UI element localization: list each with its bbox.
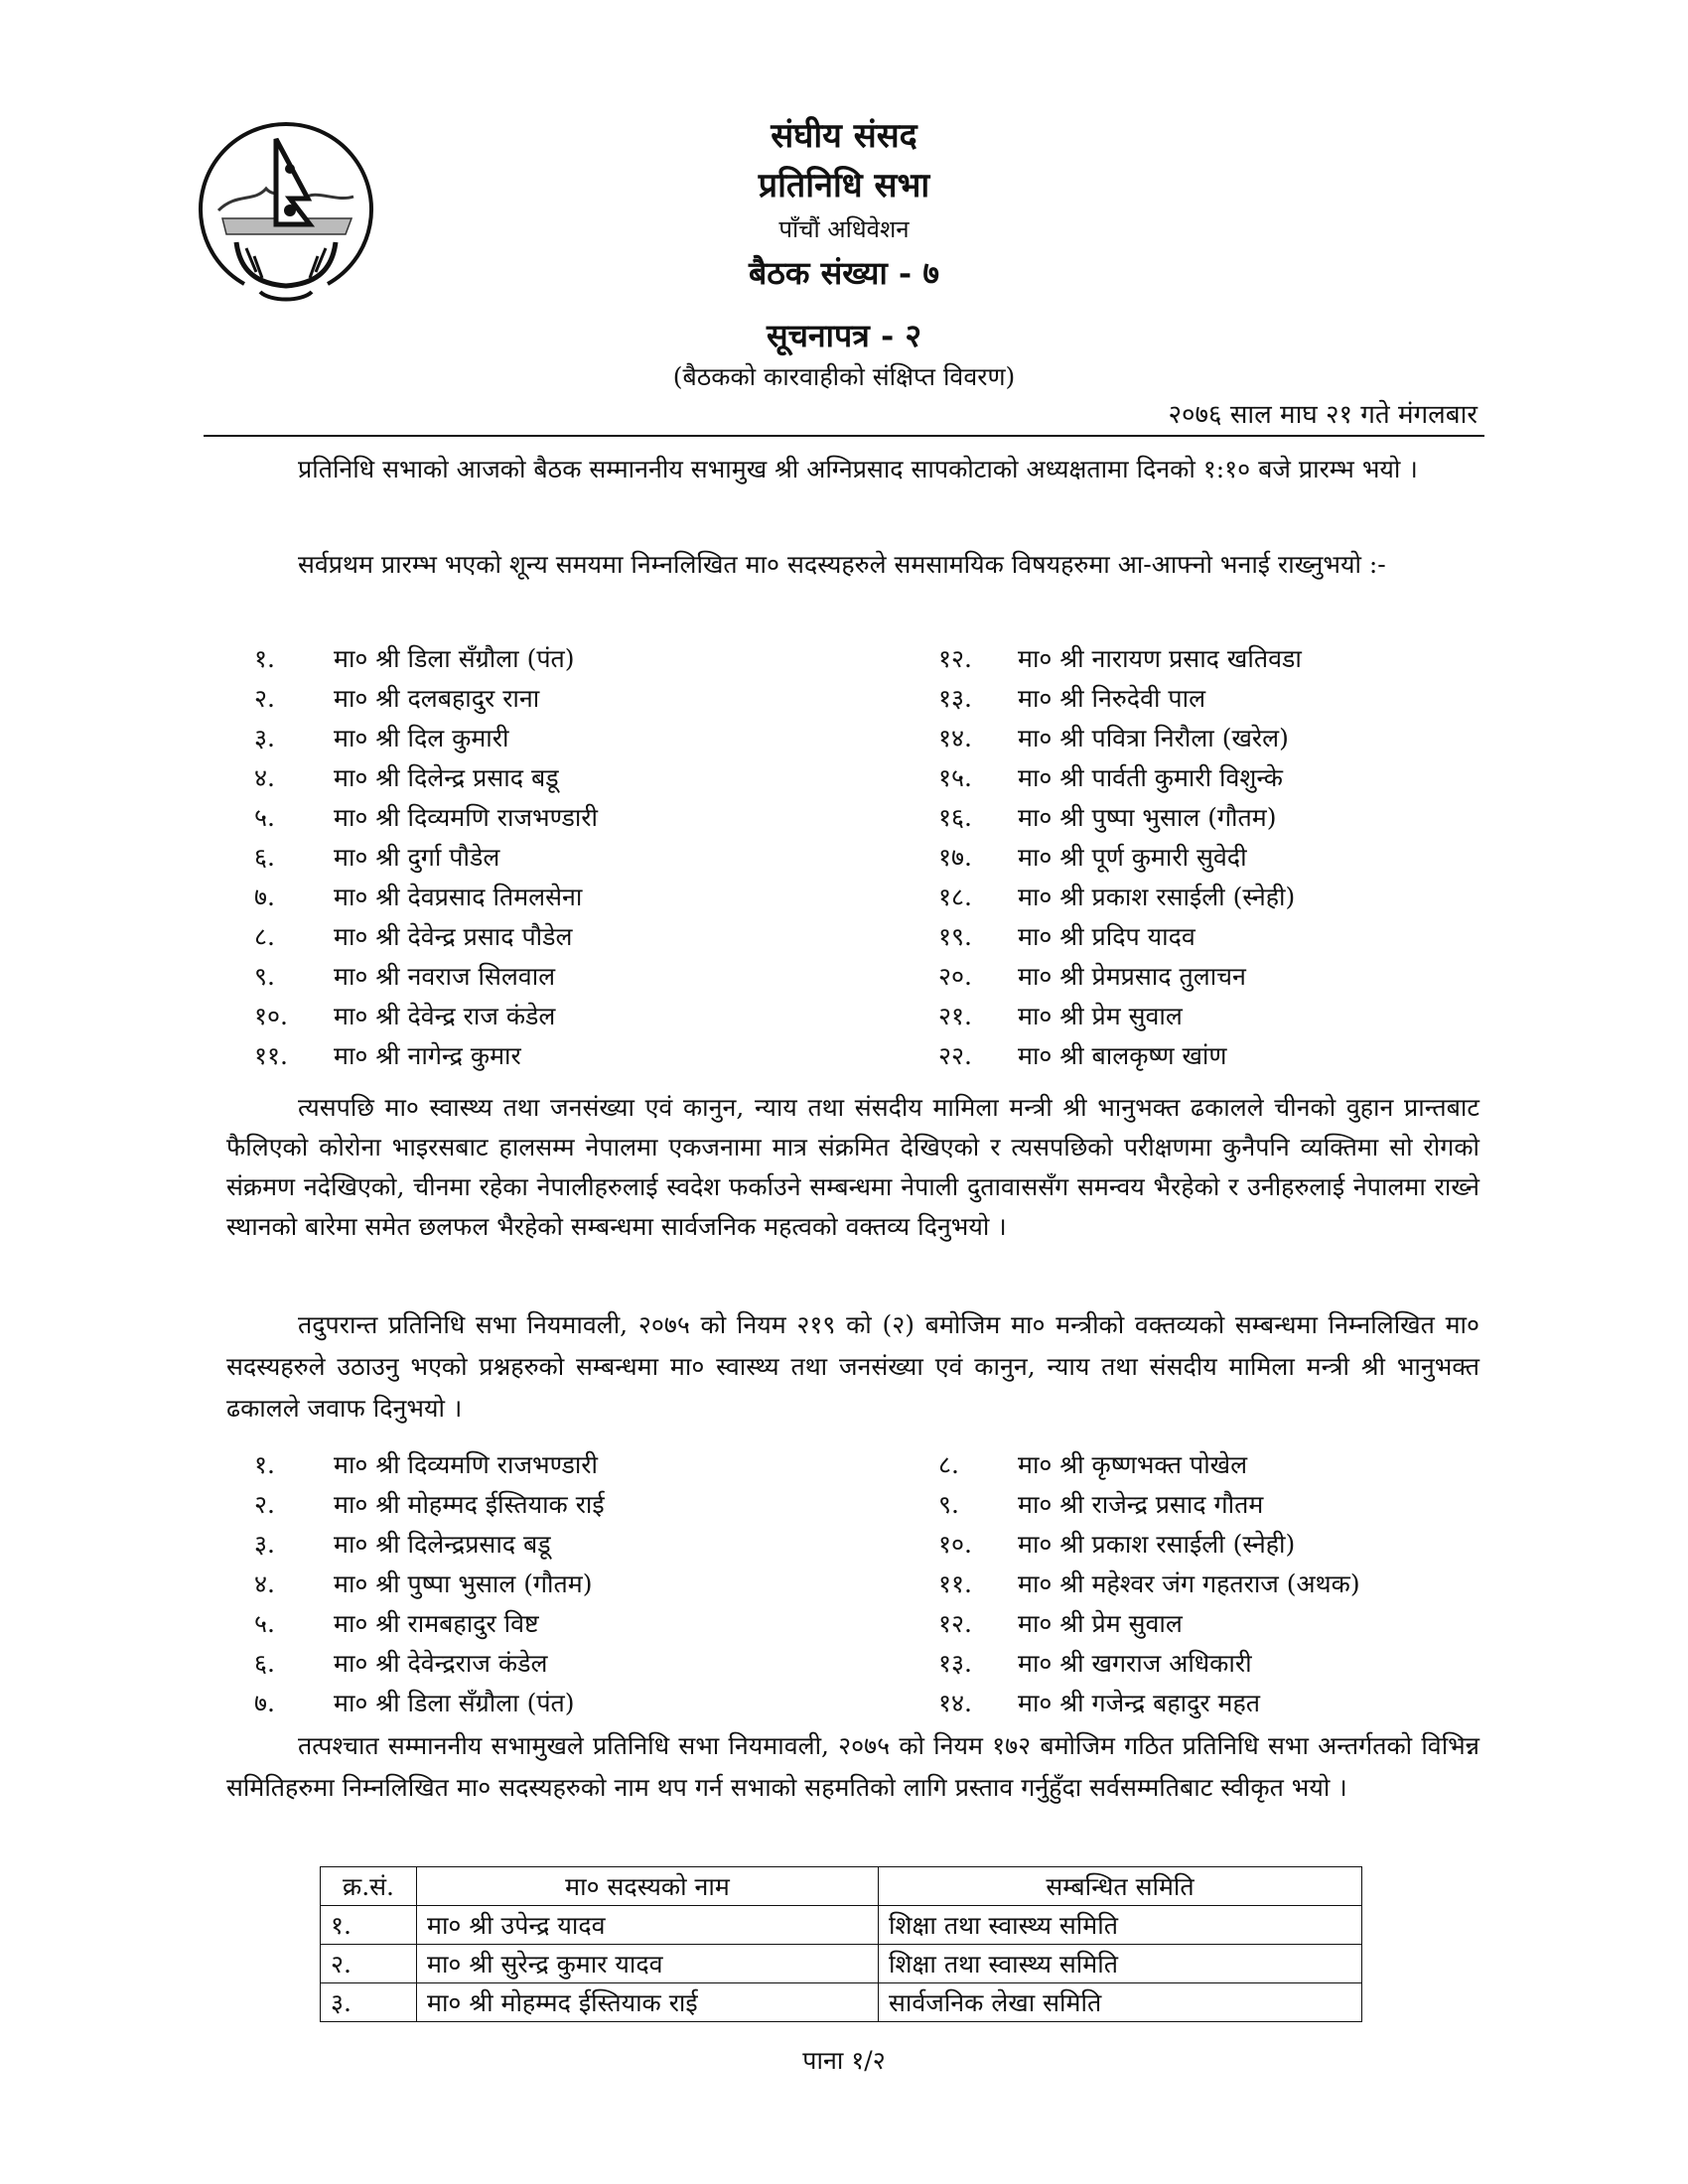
list-item xyxy=(938,679,1302,719)
questions-list-right xyxy=(938,1445,1360,1723)
list-item-name: मा० श्री कृष्णभक्त पोखेल xyxy=(1018,1450,1248,1479)
header-title-house: प्रतिनिधि सभा xyxy=(758,166,930,205)
list-item xyxy=(254,719,598,758)
list-item xyxy=(938,1445,1360,1485)
list-item-number: ५. xyxy=(254,803,275,832)
list-item xyxy=(254,838,598,878)
list-item xyxy=(254,679,598,719)
list-item xyxy=(254,758,598,798)
table-cell-committee: शिक्षा तथा स्वास्थ्य समिति xyxy=(879,1945,1362,1983)
list-item-number: १०. xyxy=(254,1002,288,1030)
table-cell-member-name: मा० श्री सुरेन्द्र कुमार यादव xyxy=(417,1945,879,1983)
list-item-number: ३. xyxy=(254,1530,275,1559)
zero-hour-list-left xyxy=(254,639,598,1076)
header-notice-number: सूचनापत्र - २ xyxy=(766,317,922,354)
list-item-number: १. xyxy=(254,1450,275,1479)
list-item-number: ६. xyxy=(254,1649,275,1678)
list-item xyxy=(938,1525,1360,1565)
list-item xyxy=(254,639,598,679)
list-item-name: मा० श्री महेश्वर जंग गहतराज (अथक) xyxy=(1018,1570,1360,1598)
list-item-number: ६. xyxy=(254,843,275,872)
list-item-name: मा० श्री देवप्रसाद तिमलसेना xyxy=(334,883,583,911)
table-header-member-name: मा० सदस्यको नाम xyxy=(417,1867,879,1906)
list-item-name: मा० श्री राजेन्द्र प्रसाद गौतम xyxy=(1018,1490,1264,1519)
list-item-number: २१. xyxy=(938,1002,972,1030)
list-item-name: मा० श्री दलबहादुर राना xyxy=(334,684,540,713)
list-item xyxy=(938,798,1302,838)
list-item xyxy=(254,1445,605,1485)
list-item-number: ११. xyxy=(938,1570,972,1598)
list-item xyxy=(254,917,598,957)
list-item-name: मा० श्री देवेन्द्रराज कंडेल xyxy=(334,1649,548,1678)
list-item-number: १४. xyxy=(938,724,972,752)
list-item-number: १९. xyxy=(938,922,972,951)
list-item xyxy=(938,957,1302,997)
list-item-number: १७. xyxy=(938,843,972,872)
list-item xyxy=(254,1485,605,1525)
list-item-name: मा० श्री प्रकाश रसाईली (स्नेही) xyxy=(1018,883,1296,911)
list-item-name: मा० श्री प्रेम सुवाल xyxy=(1018,1609,1183,1638)
list-item-name: मा० श्री बालकृष्ण खांण xyxy=(1018,1041,1227,1070)
list-item xyxy=(254,1565,605,1604)
list-item-number: २०. xyxy=(938,962,972,991)
table-header-committee: सम्बन्धित समिति xyxy=(879,1867,1362,1906)
list-item xyxy=(254,1604,605,1644)
list-item xyxy=(254,798,598,838)
table-cell-committee: सार्वजनिक लेखा समिति xyxy=(879,1983,1362,2022)
table-row xyxy=(321,1945,1362,1983)
list-item xyxy=(254,1036,598,1076)
list-item xyxy=(938,997,1302,1036)
list-item-name: मा० श्री निरुदेवी पाल xyxy=(1018,684,1206,713)
list-item-name: मा० श्री प्रदिप यादव xyxy=(1018,922,1196,951)
list-item-number: ९. xyxy=(938,1490,959,1519)
list-item xyxy=(938,639,1302,679)
list-item-number: २२. xyxy=(938,1041,972,1070)
list-item-name: मा० श्री खगराज अधिकारी xyxy=(1018,1649,1252,1678)
list-item-name: मा० श्री दिव्यमणि राजभण्डारी xyxy=(334,1450,598,1479)
table-header-serial: क्र.सं. xyxy=(321,1867,417,1906)
list-item-name: मा० श्री पार्वती कुमारी विशुन्के xyxy=(1018,763,1283,792)
table-cell-committee: शिक्षा तथा स्वास्थ्य समिति xyxy=(879,1906,1362,1945)
list-item-name: मा० श्री पुष्पा भुसाल (गौतम) xyxy=(334,1570,593,1598)
list-item-number: १४. xyxy=(938,1689,972,1717)
header-subtitle: (बैठकको कारवाहीको संक्षिप्त विवरण) xyxy=(672,362,1016,391)
list-item-name: मा० श्री प्रेम सुवाल xyxy=(1018,1002,1183,1030)
list-item-number: २. xyxy=(254,684,275,713)
header-divider xyxy=(204,435,1484,437)
list-item-number: ७. xyxy=(254,883,275,911)
list-item-name: मा० श्री नवराज सिलवाल xyxy=(334,962,556,991)
list-item-name: मा० श्री रामबहादुर विष्ट xyxy=(334,1609,539,1638)
page-number: पाना १/२ xyxy=(802,2046,886,2075)
list-item-number: ११. xyxy=(254,1041,288,1070)
list-item xyxy=(254,1525,605,1565)
date-line: २०७६ साल माघ २१ गते मंगलबार xyxy=(1168,400,1477,430)
list-item-number: १३. xyxy=(938,684,972,713)
list-item-name: मा० श्री देवेन्द्र प्रसाद पौडेल xyxy=(334,922,573,951)
list-item-number: ८. xyxy=(254,922,275,951)
list-item xyxy=(254,1644,605,1684)
list-item xyxy=(938,878,1302,917)
table-cell-serial: ३. xyxy=(321,1983,417,2022)
list-item-name: मा० श्री नागेन्द्र कुमार xyxy=(334,1041,521,1070)
paragraph-zero-hour: सर्वप्रथम प्रारम्भ भएको शून्य समयमा निम्नलिखित मा० सदस्यहरुले समसामयिक विषयहरुमा आ-आफ्नो भनाई राख्नुभयो :- xyxy=(298,550,1386,579)
list-item-name: मा० श्री प्रकाश रसाईली (स्नेही) xyxy=(1018,1530,1296,1559)
list-item-name: मा० श्री डिला सँग्रौला (पंत) xyxy=(334,644,575,673)
list-item xyxy=(254,1684,605,1723)
list-item-number: ८. xyxy=(938,1450,959,1479)
list-item-number: ९. xyxy=(254,962,275,991)
list-item-number: १५. xyxy=(938,763,972,792)
table-cell-member-name: मा० श्री मोहम्मद ईस्तियाक राई xyxy=(417,1983,879,2022)
list-item-name: मा० श्री देवेन्द्र राज कंडेल xyxy=(334,1002,556,1030)
list-item-name: मा० श्री गजेन्द्र बहादुर महत xyxy=(1018,1689,1261,1717)
list-item xyxy=(938,1036,1302,1076)
list-item-name: मा० श्री नारायण प्रसाद खतिवडा xyxy=(1018,644,1302,673)
paragraph-minister-statement: त्यसपछि मा० स्वास्थ्य तथा जनसंख्या एवं कानुन, न्याय तथा संसदीय मामिला मन्त्री श्री भानुभक्त ढकालले चीनको वुहान प्रान्तबाट फैलिएको कोरोना भाइरसबाट हालसम्म नेपालमा एकजनामा मात्र संक्रमित देखिएको र त्यसपछिको परीक्षणमा कुनैपनि व्यक्तिमा सो रोगको संक्रमण नदेखिएको, चीनमा रहेका नेपालीहरुलाई स्वदेश फर्काउने सम्बन्धमा नेपाली दुतावाससँग समन्वय भैरहेको र उनीहरुलाई नेपालमा राख्ने स्थानको बारेमा समेत छलफल भैरहेको सम्बन्धमा सार्वजनिक महत्वको वक्तव्य दिनुभयो । xyxy=(226,1093,1479,1241)
list-item-number: १०. xyxy=(938,1530,972,1559)
list-item-number: ३. xyxy=(254,724,275,752)
list-item-number: १६. xyxy=(938,803,972,832)
list-item-name: मा० श्री पवित्रा निरौला (खरेल) xyxy=(1018,724,1289,752)
list-item xyxy=(938,917,1302,957)
list-item-number: ४. xyxy=(254,763,275,792)
list-item xyxy=(938,1604,1360,1644)
paragraph-opening: प्रतिनिधि सभाको आजको बैठक सम्माननीय सभामुख श्री अग्निप्रसाद सापकोटाको अध्यक्षतामा दिनको १:१० बजे प्रारम्भ भयो । xyxy=(298,455,1418,483)
list-item-name: मा० श्री दिव्यमणि राजभण्डारी xyxy=(334,803,598,832)
list-item-number: १२. xyxy=(938,644,972,673)
paragraph-questions: तदुपरान्त प्रतिनिधि सभा नियमावली, २०७५ को नियम २१९ को (२) बमोजिम मा० मन्त्रीको वक्तव्यको सम्बन्धमा निम्नलिखित मा० सदस्यहरुले उठाउनु भएको प्रश्नहरुको सम्बन्धमा मा० स्वास्थ्य तथा जनसंख्या एवं कानुन, न्याय तथा संसदीय मामिला मन्त्री श्री भानुभक्त ढकालले जवाफ दिनुभयो । xyxy=(226,1310,1479,1423)
list-item xyxy=(938,758,1302,798)
list-item-number: १३. xyxy=(938,1649,972,1678)
list-item-name: मा० श्री दिलेन्द्र प्रसाद बडू xyxy=(334,763,559,792)
paragraph-committee-proposal: तत्पश्चात सम्माननीय सभामुखले प्रतिनिधि सभा नियमावली, २०७५ को नियम १७२ बमोजिम गठित प्रतिनिधि सभा अन्तर्गतको विभिन्न समितिहरुमा निम्नलिखित मा० सदस्यहरुको नाम थप गर्न सभाको सहमतिको लागि प्रस्ताव गर्नुहुँदा सर्वसम्मतिबाट स्वीकृत भयो । xyxy=(226,1731,1479,1802)
questions-list-left xyxy=(254,1445,605,1723)
list-item xyxy=(254,997,598,1036)
list-item-name: मा० श्री प्रेमप्रसाद तुलाचन xyxy=(1018,962,1246,991)
table-header-row xyxy=(321,1867,1362,1906)
list-item-number: १. xyxy=(254,644,275,673)
list-item-name: मा० श्री दिल कुमारी xyxy=(334,724,509,752)
table-row xyxy=(321,1983,1362,2022)
list-item xyxy=(938,1684,1360,1723)
zero-hour-list-right xyxy=(938,639,1302,1076)
list-item-number: ७. xyxy=(254,1689,275,1717)
list-item-number: १८. xyxy=(938,883,972,911)
header-session: पाँचौं अधिवेशन xyxy=(778,215,910,243)
list-item-number: ५. xyxy=(254,1609,275,1638)
list-item-number: २. xyxy=(254,1490,275,1519)
header-meeting-number: बैठक संख्या - ७ xyxy=(749,254,939,292)
list-item xyxy=(938,1485,1360,1525)
list-item xyxy=(938,1644,1360,1684)
list-item xyxy=(938,719,1302,758)
list-item-number: १२. xyxy=(938,1609,972,1638)
table-cell-member-name: मा० श्री उपेन्द्र यादव xyxy=(417,1906,879,1945)
header-title-federal-parliament: संघीय संसद xyxy=(771,116,917,156)
list-item-name: मा० श्री दिलेन्द्रप्रसाद बडू xyxy=(334,1530,551,1559)
list-item-number: ४. xyxy=(254,1570,275,1598)
list-item xyxy=(938,838,1302,878)
table-cell-serial: १. xyxy=(321,1906,417,1945)
list-item xyxy=(254,878,598,917)
list-item-name: मा० श्री मोहम्मद ईस्तियाक राई xyxy=(334,1490,605,1519)
list-item-name: मा० श्री दुर्गा पौडेल xyxy=(334,843,500,872)
committee-table xyxy=(320,1866,1362,2022)
list-item-name: मा० श्री पूर्ण कुमारी सुवेदी xyxy=(1018,843,1247,872)
list-item-name: मा० श्री पुष्पा भुसाल (गौतम) xyxy=(1018,803,1277,832)
table-cell-serial: २. xyxy=(321,1945,417,1983)
list-item xyxy=(938,1565,1360,1604)
list-item xyxy=(254,957,598,997)
table-row xyxy=(321,1906,1362,1945)
list-item-name: मा० श्री डिला सँग्रौला (पंत) xyxy=(334,1689,575,1717)
